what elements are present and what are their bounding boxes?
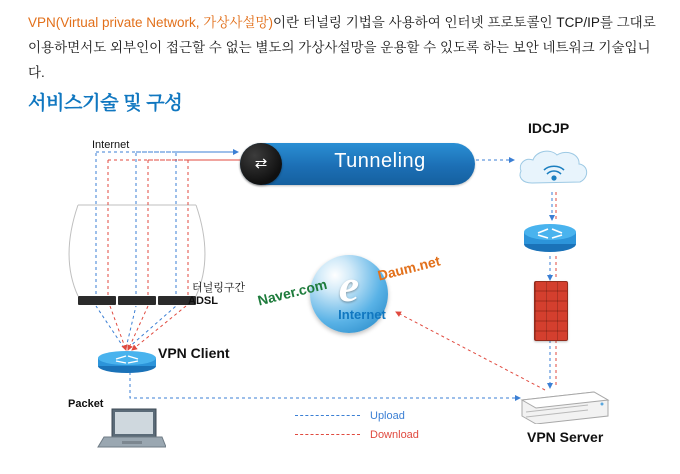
intro-rest: 이란 터널링 기법을 사용하여 인터넷 프로토콜인 TCP/IP를 그대로 이용하면서도 외부인이 접근할 수 없는 별도의 가상사설망을 운용할 수 있도록 하는 보안 네트워크 기술입니다. <box>28 15 656 80</box>
page-title: 서비스기술 및 구성 <box>28 93 183 114</box>
legend-label-upload: Upload <box>370 409 405 422</box>
internet-globe-label: Internet <box>338 307 386 322</box>
vpn-server-label: VPN Server <box>527 429 604 445</box>
legend-label-download: Download <box>370 428 419 441</box>
tunneling-knob-icon <box>240 143 282 185</box>
idc-cloud-icon <box>516 143 592 191</box>
legend-item-upload <box>295 406 419 425</box>
idcjp-label: IDCJP <box>528 120 570 136</box>
daum-label: Daum.net <box>376 252 442 284</box>
vpn-server-icon <box>518 390 610 424</box>
tunneling-label: Tunneling <box>334 150 426 172</box>
firewall-icon <box>534 281 568 341</box>
internet-label: Internet <box>92 139 130 151</box>
legend-line-download <box>295 434 360 435</box>
tunnel-zone-label: 터널링구간 <box>192 282 246 294</box>
laptop-icon <box>96 405 166 453</box>
vpn-client-switch-icon <box>96 350 158 374</box>
packet-label: Packet <box>68 398 104 410</box>
vpn-client-label: VPN Client <box>158 345 230 361</box>
adsl-label: ADSL <box>188 295 218 307</box>
ie-e-glyph: e <box>338 260 360 311</box>
exchange-arrows-icon: ⇄ <box>254 155 268 172</box>
legend-item-download <box>295 425 419 444</box>
modem-icon-1 <box>78 296 116 305</box>
modem-icon-2 <box>118 296 156 305</box>
naver-label: Naver.com <box>256 275 329 309</box>
intro-highlight: VPN(Virtual private Network, 가상사설망) <box>28 15 274 30</box>
router-icon <box>522 222 578 254</box>
legend-line-upload <box>295 415 360 416</box>
legend <box>295 406 419 444</box>
